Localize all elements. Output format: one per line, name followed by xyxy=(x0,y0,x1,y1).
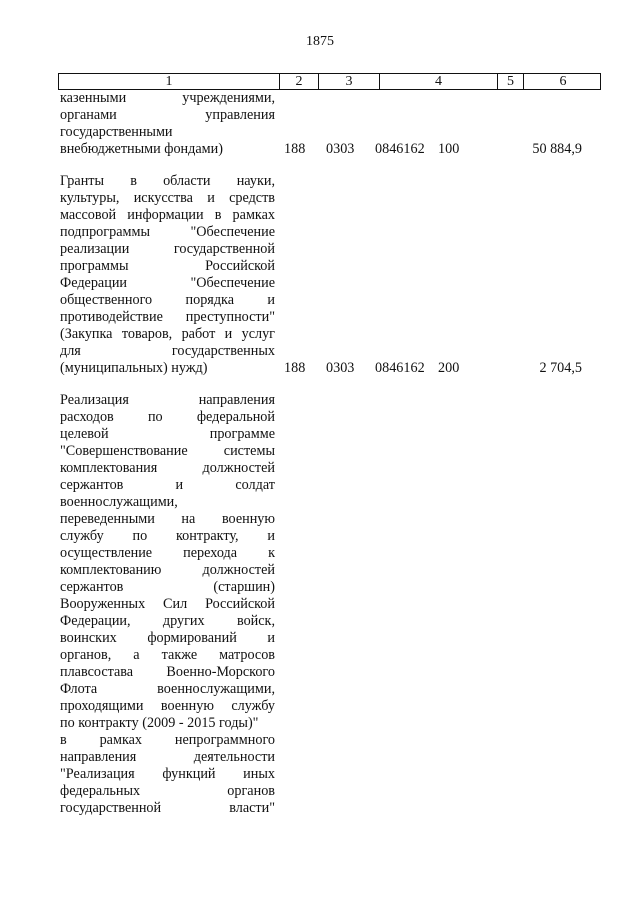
description-line: в рамках непрограммного xyxy=(60,732,275,748)
description-line: общественного порядка и xyxy=(60,292,275,308)
row-col-2: 188 xyxy=(284,360,306,376)
description-line: органами управления xyxy=(60,107,275,123)
description-line: комплектованию должностей xyxy=(60,562,275,578)
page-number: 1875 xyxy=(306,34,334,49)
row-col-3: 0303 xyxy=(326,360,355,376)
description-line: противодействие преступности" xyxy=(60,309,275,325)
description-line: военнослужащими, xyxy=(60,494,178,510)
description-line: комплектования должностей xyxy=(60,460,275,476)
description-line: Гранты в области науки, xyxy=(60,173,275,189)
description-line: сержантов и солдат xyxy=(60,477,275,493)
description-line: государственными xyxy=(60,124,173,140)
row-col-5: 100 xyxy=(438,141,460,157)
row-col-6: 50 884,9 xyxy=(532,141,582,157)
header-col-6: 6 xyxy=(523,74,602,89)
description-line: Вооруженных Сил Российской xyxy=(60,596,275,612)
description-line: государственной власти" xyxy=(60,800,275,816)
row-col-6: 2 704,5 xyxy=(539,360,582,376)
description-line: осуществление перехода к xyxy=(60,545,275,561)
description-line: программы Российской xyxy=(60,258,275,274)
description-line: внебюджетными фондами) xyxy=(60,141,223,157)
description-line: плавсостава Военно-Морского xyxy=(60,664,275,680)
description-line: подпрограммы "Обеспечение xyxy=(60,224,275,240)
row-col-5: 200 xyxy=(438,360,460,376)
description-line: федеральных органов xyxy=(60,783,275,799)
description-line: сержантов (старшин) xyxy=(60,579,275,595)
header-col-4: 4 xyxy=(379,74,497,89)
header-col-1: 1 xyxy=(165,74,173,89)
description-line: Реализация направления xyxy=(60,392,275,408)
description-line: службу по контракту, и xyxy=(60,528,275,544)
row-description xyxy=(60,90,275,158)
description-line: культуры, искусства и средств xyxy=(60,190,275,206)
header-col-3: 3 xyxy=(318,74,379,89)
row-col-2: 188 xyxy=(284,141,306,157)
description-line: воинских формирований и xyxy=(60,630,275,646)
description-line: "Реализация функций иных xyxy=(60,766,275,782)
header-col-5: 5 xyxy=(497,74,523,89)
table-row xyxy=(60,392,590,817)
description-line: органов, а также матросов xyxy=(60,647,275,663)
description-line: проходящими военную службу xyxy=(60,698,275,714)
row-col-3: 0303 xyxy=(326,141,355,157)
table-header-row xyxy=(58,73,601,90)
table-row xyxy=(60,173,590,377)
row-col-4: 0846162 xyxy=(375,141,425,157)
description-line: реализации государственной xyxy=(60,241,275,257)
row-col-4: 0846162 xyxy=(375,360,425,376)
description-line: Федерации "Обеспечение xyxy=(60,275,275,291)
row-description xyxy=(60,173,275,377)
description-line: переведенными на военную xyxy=(60,511,275,527)
description-line: целевой программе xyxy=(60,426,275,442)
row-description xyxy=(60,392,275,817)
description-line: направления деятельности xyxy=(60,749,275,765)
description-line: Федерации, других войск, xyxy=(60,613,275,629)
table-body xyxy=(60,90,590,817)
description-line: расходов по федеральной xyxy=(60,409,275,425)
description-line: по контракту (2009 - 2015 годы)" xyxy=(60,715,259,731)
description-line: (Закупка товаров, работ и услуг xyxy=(60,326,275,342)
table-row xyxy=(60,90,590,158)
description-line: для государственных xyxy=(60,343,275,359)
header-col-2: 2 xyxy=(279,74,318,89)
description-line: "Совершенствование системы xyxy=(60,443,275,459)
description-line: казенными учреждениями, xyxy=(60,90,275,106)
description-line: Флота военнослужащими, xyxy=(60,681,275,697)
description-line: (муниципальных) нужд) xyxy=(60,360,208,376)
description-line: массовой информации в рамках xyxy=(60,207,275,223)
